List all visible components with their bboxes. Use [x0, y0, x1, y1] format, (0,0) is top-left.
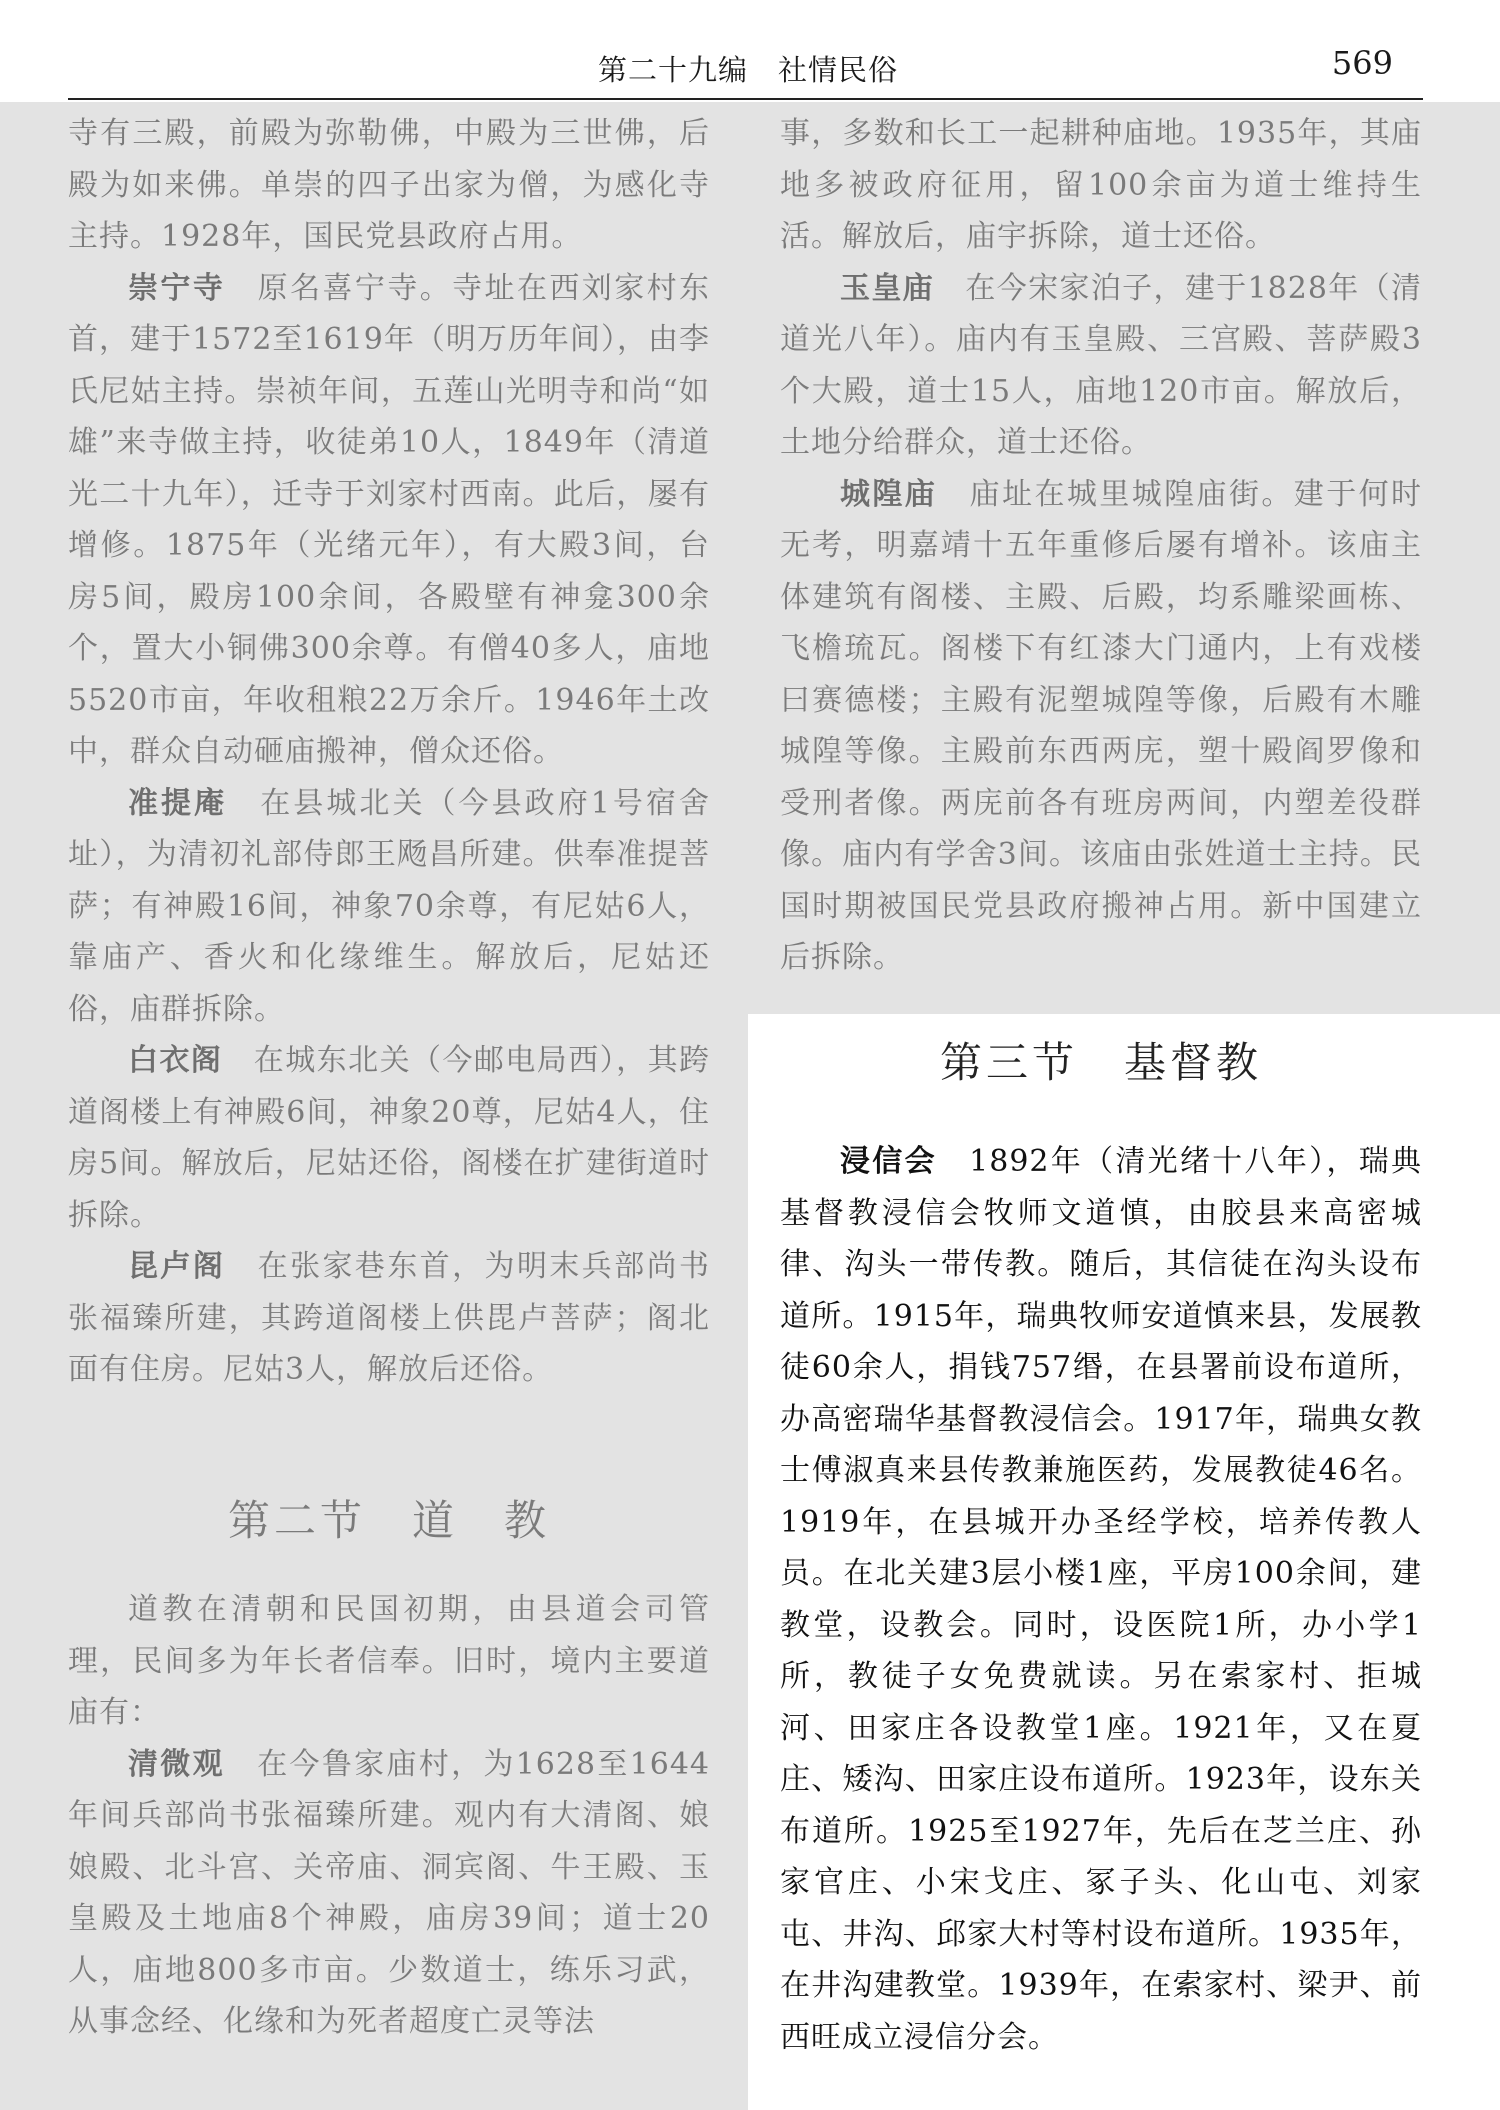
page-number: 569	[1331, 44, 1393, 82]
entry-title: 准提庵	[128, 785, 228, 821]
entry-title: 崇宁寺	[128, 270, 226, 306]
page-header	[68, 36, 1423, 100]
entry-text: 在今宋家泊子，建于1828年（清道光八年）。庙内有玉皇殿、三宫殿、菩萨殿3个大殿，道士15人，庙地120市亩。解放后，土地分给群众，道士还俗。	[780, 270, 1422, 460]
entry-title: 清微观	[128, 1746, 225, 1782]
chapter-title: 第二十九编 社情民俗	[598, 53, 899, 87]
left-column-daoism	[68, 1584, 710, 2048]
entry-title: 白衣阁	[128, 1043, 223, 1078]
entry-jinxin	[780, 1136, 1422, 2063]
entry-zhunti	[68, 778, 710, 1036]
right-column-christianity	[780, 1136, 1422, 2063]
paragraph-continued: 寺有三殿，前殿为弥勒佛，中殿为三世佛，后殿为如来佛。单崇的四子出家为僧，为感化寺主持。1928年，国民党县政府占用。	[68, 116, 710, 254]
entry-text: 在今鲁家庙村，为1628至1644年间兵部尚书张福臻所建。观内有大清阁、娘娘殿、北斗宫、关帝庙、洞宾阁、牛王殿、玉皇殿及土地庙8个神殿，庙房39间；道士20人，庙地800多市亩。少数道士，练乐习武，从事念经、化缘和为死者超度亡灵等法	[68, 1746, 710, 2039]
left-column	[68, 108, 710, 1396]
daoism-intro: 道教在清朝和民国初期，由县道会司管理，民间多为年长者信奉。旧时，境内主要道庙有：	[68, 1592, 710, 1730]
section-title-christianity: 第三节 基督教	[939, 1038, 1262, 1087]
entry-title: 浸信会	[840, 1144, 937, 1179]
right-column-top	[780, 108, 1422, 984]
entry-text: 庙址在城里城隍庙街。建于何时无考，明嘉靖十五年重修后屡有增补。该庙主体建筑有阁楼、主殿、后殿，均系雕梁画栋、飞檐琉瓦。阁楼下有红漆大门通内，上有戏楼曰赛德楼；主殿有泥塑城隍等像，后殿有木雕城隍等像。主殿前东西两庑，塑十殿阎罗像和受刑者像。两庑前各有班房两间，内塑差役群像。庙内有学舍3间。该庙由张姓道士主持。民国时期被国民党县政府搬神占用。新中国建立后拆除。	[780, 476, 1423, 975]
section-title-daoism: 第二节 道 教	[227, 1496, 550, 1545]
entry-chenghuang	[780, 469, 1422, 984]
entry-text: 1892年（清光绪十八年），瑞典基督教浸信会牧师文道慎，由胶县来高密城律、沟头一带传教。随后，其信徒在沟头设布道所。1915年，瑞典牧师安道慎来县，发展教徒60余人，捐钱757缗，在县署前设布道所，办高密瑞华基督教浸信会。1917年，瑞典女教士傅淑真来县传教兼施医药，发展教徒46名。1919年，在县城开办圣经学校，培养传教人员。在北关建3层小楼1座，平房100余间，建教堂，设教会。同时，设医院1所，办小学1所，教徒子女免费就读。另在索家村、拒城河、田家庄各设教堂1座。1921年，又在夏庄、矮沟、田家庄设布道所。1923年，设东关布道所。1925至1927年，先后在芝兰庄、孙家官庄、小宋戈庄、冢子头、化山屯、刘家屯、井沟、邱家大村等村设布道所。1935年，在井沟建教堂。1939年，在索家村、梁尹、前西旺成立浸信分会。	[780, 1144, 1422, 2055]
entry-baiyi	[68, 1035, 710, 1241]
entry-title: 昆卢阁	[128, 1249, 226, 1284]
entry-text: 在县城北关（今县政府1号宿舍址），为清初礼部侍郎王飏昌所建。供奉准提菩萨；有神殿16间，神象70余尊，有尼姑6人，靠庙产、香火和化缘维生。解放后，尼姑还俗，庙群拆除。	[68, 785, 711, 1027]
entry-qingwei	[68, 1739, 710, 2048]
entry-title: 玉皇庙	[840, 270, 935, 306]
entry-pilu	[68, 1241, 710, 1396]
entry-text: 原名喜宁寺。寺址在西刘家村东首，建于1572至1619年（明万历年间），由李氏尼姑主持。崇祯年间，五莲山光明寺和尚“如雄”来寺做主持，收徒弟10人，1849年（清道光二十九年），迁寺于刘家村西南。此后，屡有增修。1875年（光绪元年），有大殿3间，台房5间，殿房100余间，各殿壁有神龛300余个，置大小铜佛300余尊。有僧40多人，庙地5520市亩，年收租粮22万余斤。1946年土改中，群众自动砸庙搬神，僧众还俗。	[68, 270, 711, 769]
entry-text: 在城东北关（今邮电局西），其跨道阁楼上有神殿6间，神象20尊，尼姑4人，住房5间。解放后，尼姑还俗，阁楼在扩建街道时拆除。	[68, 1043, 711, 1233]
entry-yuhuang	[780, 263, 1422, 469]
paragraph-continued: 事，多数和长工一起耕种庙地。1935年，其庙地多被政府征用，留100余亩为道士维持生活。解放后，庙宇拆除，道士还俗。	[780, 116, 1422, 254]
entry-chongning	[68, 263, 710, 778]
entry-text: 在张家巷东首，为明末兵部尚书张福臻所建，其跨道阁楼上供毘卢菩萨；阁北面有住房。尼姑3人，解放后还俗。	[68, 1249, 711, 1387]
entry-title: 城隍庙	[840, 476, 938, 512]
